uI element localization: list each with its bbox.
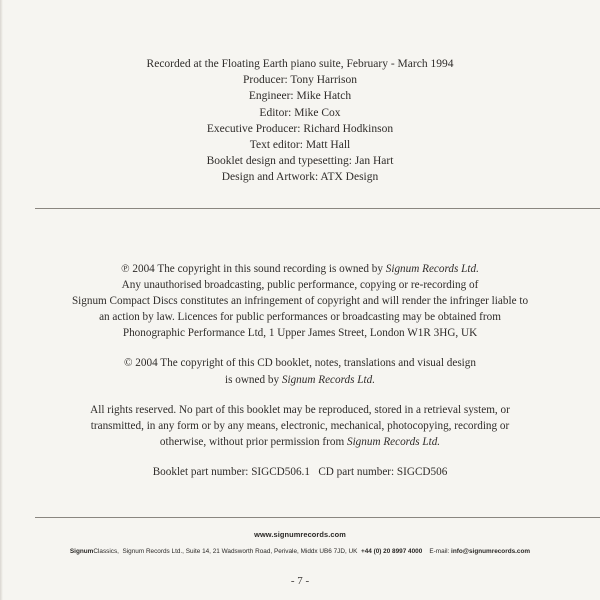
company-name: Signum Records Ltd. bbox=[281, 373, 375, 386]
notice-line: All rights reserved. No part of this booklet may be reproduced, stored in a retrieval system, or bbox=[90, 403, 510, 416]
notice-text: ℗ 2004 The copyright in this sound recording is owned by bbox=[121, 263, 386, 275]
credit-line: Booklet design and typesetting: Jan Hart bbox=[206, 155, 394, 168]
notice-line: transmitted, in any form or by any means, electronic, mechanical, photocopying, recording or bbox=[90, 419, 510, 432]
brand-name-bold: Signum bbox=[69, 548, 94, 555]
credit-line: Design and Artwork: ATX Design bbox=[221, 171, 379, 184]
phone-number: +44 (0) 20 8997 4000 bbox=[360, 548, 423, 555]
notice-line: Signum Compact Discs constitutes an infringement of copyright and will render the infringer liable to bbox=[71, 295, 529, 308]
credit-line: Text editor: Matt Hall bbox=[249, 139, 351, 152]
label-contact-line bbox=[0, 548, 600, 555]
credit-line: Producer: Tony Harrison bbox=[243, 74, 357, 87]
credit-line: Executive Producer: Richard Hodkinson bbox=[206, 122, 394, 135]
legal-notices bbox=[0, 261, 600, 480]
notice-text: otherwise, without prior permission from bbox=[159, 435, 347, 448]
notice-line bbox=[0, 372, 600, 388]
notice-line: © 2004 The copyright of this CD booklet, notes, translations and visual design bbox=[124, 357, 476, 370]
notice-line bbox=[0, 261, 600, 277]
credit-line: Editor: Mike Cox bbox=[259, 106, 341, 119]
booklet-copyright-notice bbox=[0, 355, 600, 387]
phonogram-copyright-notice bbox=[0, 261, 600, 341]
brand-name-rest: Classics, bbox=[93, 548, 119, 555]
postal-address: Signum Records Ltd., Suite 14, 21 Wadsworth Road, Perivale, Middx UB6 7JD, UK bbox=[122, 548, 358, 555]
credit-line: Recorded at the Floating Earth piano suite, February - March 1994 bbox=[146, 58, 454, 70]
notice-line: an action by law. Licences for public performances or broadcasting may be obtained from bbox=[99, 311, 501, 324]
email-label: E-mail: bbox=[429, 548, 450, 555]
credit-line: Engineer: Mike Hatch bbox=[248, 90, 352, 103]
notice-text: is owned by bbox=[225, 373, 282, 386]
rights-reserved-notice bbox=[0, 402, 600, 450]
divider-rule bbox=[35, 517, 600, 518]
website-url[interactable]: www.signumrecords.com bbox=[254, 530, 346, 539]
company-name: Signum Records Ltd. bbox=[346, 435, 441, 448]
notice-line bbox=[0, 434, 600, 450]
part-numbers: Booklet part number: SIGCD506.1 CD part number: SIGCD506 bbox=[152, 465, 448, 478]
recording-credits bbox=[0, 56, 600, 186]
divider-rule bbox=[35, 208, 600, 209]
page-number: - 7 - bbox=[290, 575, 310, 587]
email-address[interactable]: info@signumrecords.com bbox=[451, 548, 531, 555]
notice-line: Any unauthorised broadcasting, public performance, copying or re-recording of bbox=[121, 279, 479, 292]
company-name: Signum Records Ltd. bbox=[385, 263, 479, 275]
notice-line: Phonographic Performance Ltd, 1 Upper James Street, London W1R 3HG, UK bbox=[122, 327, 478, 340]
